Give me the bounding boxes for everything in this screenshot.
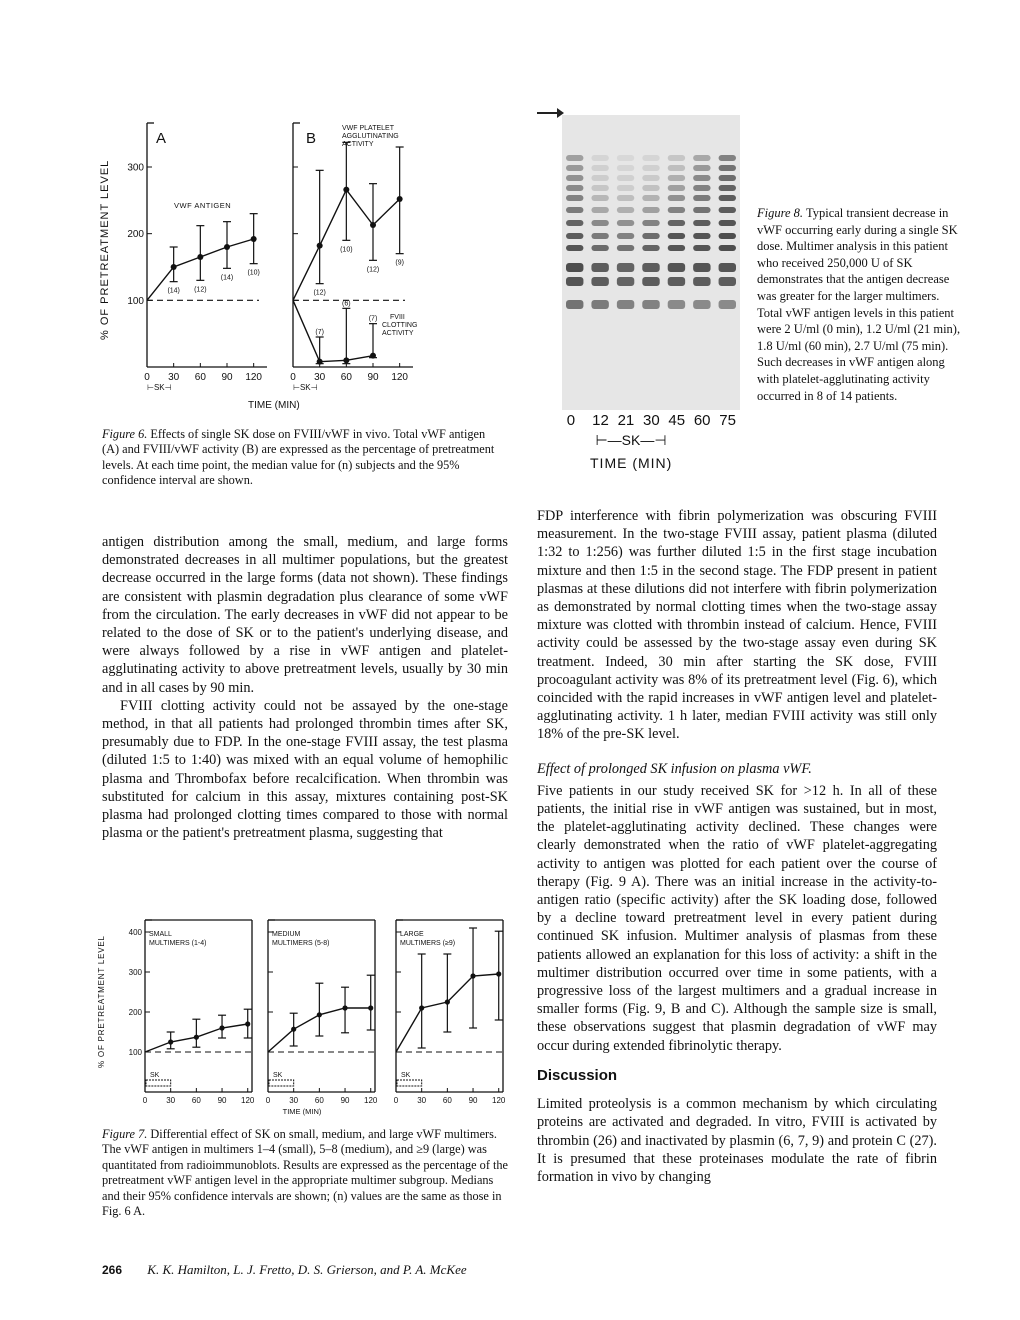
gel-band bbox=[668, 233, 685, 239]
data-point bbox=[224, 244, 230, 250]
figure-7-label: Figure 7. bbox=[102, 1127, 148, 1141]
data-point bbox=[445, 999, 450, 1004]
x-tick-label: 30 bbox=[166, 1096, 176, 1105]
gel-band bbox=[591, 263, 608, 272]
data-point bbox=[219, 1025, 224, 1030]
data-point bbox=[343, 187, 349, 193]
gel-band bbox=[591, 195, 608, 201]
sk-bracket-right: —⊣ bbox=[640, 432, 667, 448]
x-tick-label: 60 bbox=[442, 1096, 452, 1105]
n-label: (7) bbox=[368, 315, 378, 323]
x-tick-label: 120 bbox=[391, 372, 409, 383]
gel-band bbox=[591, 165, 608, 171]
gel-band bbox=[668, 165, 685, 171]
n-label: (12) bbox=[366, 266, 380, 274]
n-label: (10) bbox=[247, 269, 260, 277]
gel-band bbox=[566, 300, 583, 309]
section-heading: Effect of prolonged SK infusion on plasma vWF. bbox=[537, 760, 812, 777]
lane-label: 0 bbox=[566, 412, 576, 429]
y-tick-label: 100 bbox=[127, 295, 144, 307]
gel-band bbox=[591, 245, 608, 251]
data-point bbox=[419, 1005, 424, 1010]
y-tick-label: 200 bbox=[128, 1007, 142, 1017]
figure-7-caption bbox=[102, 1127, 508, 1219]
data-point bbox=[317, 1012, 322, 1017]
panel-b bbox=[290, 123, 417, 392]
x-tick-label: 120 bbox=[241, 1096, 255, 1105]
gel-band bbox=[566, 155, 583, 161]
gel-band bbox=[642, 185, 659, 191]
x-tick-label: 60 bbox=[194, 372, 206, 383]
y-tick-label: 400 bbox=[128, 927, 142, 937]
panel-label: B bbox=[306, 130, 317, 147]
gel-band bbox=[693, 165, 710, 171]
x-tick-label: 0 bbox=[393, 1096, 399, 1105]
gel-band bbox=[591, 175, 608, 181]
x-tick-label: 0 bbox=[265, 1096, 271, 1105]
x-tick-label: 90 bbox=[468, 1096, 478, 1105]
gel-band bbox=[719, 155, 736, 161]
series-label: AGGLUTINATING bbox=[342, 133, 399, 140]
n-label: (7) bbox=[315, 329, 324, 336]
y-tick-label: 300 bbox=[127, 162, 144, 174]
n-label: (14) bbox=[167, 287, 180, 295]
data-point bbox=[251, 236, 257, 242]
figure-6-chart bbox=[90, 110, 510, 410]
page-number: 266 bbox=[102, 1263, 123, 1277]
gel-band bbox=[693, 155, 710, 161]
discussion-heading: Discussion bbox=[537, 1066, 618, 1084]
lane-label: 30 bbox=[643, 412, 660, 429]
data-point bbox=[291, 1027, 296, 1032]
figure-8-label: Figure 8. bbox=[757, 206, 804, 220]
gel-band bbox=[693, 277, 710, 286]
figure-7-chart bbox=[90, 910, 515, 1120]
gel-band bbox=[719, 300, 736, 309]
x-tick-label: 30 bbox=[314, 372, 326, 383]
panel-label: MULTIMERS (≥9) bbox=[400, 940, 456, 947]
n-label: (9) bbox=[395, 259, 404, 267]
series-line bbox=[293, 300, 373, 361]
gel-band bbox=[591, 233, 608, 239]
gel-band bbox=[693, 245, 710, 251]
x-tick-label: 120 bbox=[245, 372, 263, 383]
right-column-text bbox=[537, 507, 937, 1186]
paragraph: FVIII clotting activity could not be assayed by the one-stage method, in that all patients had prolonged thrombin times after SK, presumably due to FDP. In the one-stage FVIII assay, the test plasma (diluted 1:5 to 1:40) was mixed with an equal volume of hemophilic plasma and Thrombofax before recalcification. When thrombin was substituted for calcium in this assay, mixtures containing post-SK plasma had prolonged clotting times compared to those with normal plasma or the patient's pretreatment plasma, suggesting that bbox=[102, 697, 508, 842]
gel-band bbox=[668, 207, 685, 213]
gel-band bbox=[719, 245, 736, 251]
x-tick-label: 30 bbox=[168, 372, 180, 383]
y-axis-label: % OF PRETREATMENT LEVEL bbox=[99, 159, 111, 340]
gel-band bbox=[566, 165, 583, 171]
panel-label: MULTIMERS (5-8) bbox=[272, 940, 330, 947]
series-label: ACTIVITY bbox=[342, 141, 374, 148]
sk-label: SK bbox=[401, 1072, 411, 1079]
y-tick-label: 300 bbox=[128, 967, 142, 977]
gel-band bbox=[642, 300, 659, 309]
gel-band bbox=[617, 263, 634, 272]
x-tick-label: 120 bbox=[492, 1096, 506, 1105]
data-point bbox=[370, 222, 376, 228]
page-footer bbox=[102, 1262, 522, 1278]
x-tick-label: 120 bbox=[364, 1096, 378, 1105]
sk-label: SK bbox=[273, 1072, 283, 1079]
data-point bbox=[342, 1005, 347, 1010]
gel-band bbox=[719, 165, 736, 171]
data-point bbox=[171, 264, 177, 270]
gel-band bbox=[566, 263, 583, 272]
gel-lane-labels bbox=[560, 412, 750, 432]
gel-band bbox=[693, 300, 710, 309]
lane-label: 21 bbox=[617, 412, 635, 429]
x-tick-label: 90 bbox=[217, 1096, 227, 1105]
gel-band bbox=[668, 185, 685, 191]
gel-band bbox=[617, 155, 634, 161]
sk-label: SK bbox=[621, 432, 641, 448]
data-point bbox=[317, 243, 323, 249]
gel-band bbox=[668, 175, 685, 181]
gel-band bbox=[617, 207, 634, 213]
x-tick-label: 30 bbox=[289, 1096, 299, 1105]
lane-label: 12 bbox=[592, 412, 609, 429]
y-axis-label: % OF PRETREATMENT LEVEL bbox=[97, 935, 106, 1068]
gel-band bbox=[719, 233, 736, 239]
panel-label: SMALL bbox=[149, 931, 172, 938]
panel-label: A bbox=[156, 130, 167, 147]
panel-label: MEDIUM bbox=[272, 931, 301, 938]
gel-band bbox=[642, 207, 659, 213]
gel-band bbox=[693, 233, 710, 239]
gel-band bbox=[617, 245, 634, 251]
gel-band bbox=[617, 175, 634, 181]
gel-band bbox=[668, 220, 685, 226]
x-tick-label: 90 bbox=[367, 372, 379, 383]
data-point bbox=[197, 254, 203, 260]
sk-label: SK bbox=[150, 1072, 160, 1079]
n-label: (12) bbox=[313, 289, 326, 297]
lane-label: 60 bbox=[693, 412, 711, 429]
y-tick-label: 100 bbox=[128, 1047, 142, 1057]
panel-small-multimers bbox=[129, 920, 255, 1105]
gel-band bbox=[591, 207, 608, 213]
gel-band bbox=[668, 300, 685, 309]
paragraph: FDP interference with fibrin polymerization was obscuring FVIII measurement. In the two-stage FVIII assay, patient plasma (diluted 1:32 to 1:256) was further diluted 1:5 in the first stage incubation mixture and then 1:5 in the second stage. The FDP present in patient plasmas at these dilutions did not interfere with fibrin polymerization as demonstrated by normal clotting times when the two-stage assay mixture was clotted with thrombin instead of calcium. Hence, FVIII activity could be assessed by the two-stage assay even during SK treatment. Indeed, 30 min after starting the SK dose, FVIII procoagulant activity was 8% of its pretreatment level (Fig. 6), which coincided with the rapid increases in vWF antigen level and platelet-agglutinating activity. 1 h later, median FVIII activity was still only 18% of the pre-SK level. bbox=[537, 508, 937, 743]
x-tick-label: 60 bbox=[191, 1096, 201, 1105]
gel-band bbox=[642, 277, 659, 286]
gel-band bbox=[617, 195, 634, 201]
x-tick-label: 0 bbox=[290, 372, 296, 383]
gel-band bbox=[693, 207, 710, 213]
gel-band bbox=[719, 195, 736, 201]
gel-band bbox=[642, 233, 659, 239]
x-tick-label: 0 bbox=[142, 1096, 148, 1105]
n-label: (6) bbox=[342, 300, 351, 308]
data-point bbox=[368, 1005, 373, 1010]
sk-infusion-bar bbox=[269, 1080, 294, 1086]
x-tick-label: 0 bbox=[144, 372, 150, 383]
panel-a bbox=[127, 123, 267, 392]
gel-band bbox=[617, 300, 634, 309]
gel-band bbox=[719, 263, 736, 272]
gel-band bbox=[617, 220, 634, 226]
panel-large-multimers bbox=[394, 920, 506, 1105]
paragraph: Five patients in our study received SK for >12 h. In all of these patients, the initial rise in vWF antigen was sustained, but in most, the platelet-agglutinating activity declined. These changes were clearly demonstrated when the ratio of vWF platelet-aggregating activity to antigen was plotted for each patient over the course of therapy (Fig. 9 A). There was an initial increase in the activity-to-antigen ratio (specific activity) after the SK loading dose, followed by a decline toward pretreatment level in every patient during continued SK infusion. Multimer analysis of plasmas from these patients allowed an explanation for this loss of activity: a shift in the multimer distribution occurred over time in some patients, with a progressive loss of the largest multimers and a gradual increase in smaller forms (Fig. 9, B and C). Although the sample size is small, these observations suggest that plasmin degradation of vWF may occur during extended fibrinolytic therapy. bbox=[537, 782, 937, 1054]
sk-bracket-left: ⊢— bbox=[595, 432, 622, 448]
gel-band bbox=[668, 245, 685, 251]
gel-band bbox=[642, 165, 659, 171]
gel-band bbox=[719, 185, 736, 191]
gel-band bbox=[668, 277, 685, 286]
gel-band bbox=[566, 185, 583, 191]
gel-band bbox=[693, 263, 710, 272]
gel-band bbox=[719, 175, 736, 181]
series-label: ACTIVITY bbox=[382, 330, 414, 337]
gel-band bbox=[693, 195, 710, 201]
gel-band bbox=[617, 277, 634, 286]
gel-band bbox=[566, 245, 583, 251]
series-label: CLOTTING bbox=[382, 322, 418, 329]
figure-8-caption bbox=[757, 205, 962, 404]
gel-band bbox=[617, 165, 634, 171]
gel-band bbox=[668, 155, 685, 161]
paragraph: antigen distribution among the small, medium, and large forms demonstrated decreases in all multimer populations, but the greatest decrease occurred in the large forms (data not shown). These findings are consistent with plasmin degradation plus clearance of some vWF from the circulation. The early decreases in vWF did not appear to be related to the dose of SK or to the patient's underlying disease, and were always followed by a rise in vWF antigen and platelet-agglutinating activity to above pretreatment levels, usually by 30 min and in all cases by 90 min. bbox=[102, 534, 508, 696]
figure-6-label: Figure 6. bbox=[102, 427, 148, 441]
gel-band bbox=[693, 220, 710, 226]
x-tick-label: 90 bbox=[221, 372, 233, 383]
gel-band bbox=[566, 175, 583, 181]
gel-band bbox=[642, 175, 659, 181]
data-point bbox=[343, 357, 349, 363]
gel-band bbox=[668, 263, 685, 272]
n-label: (10) bbox=[340, 246, 353, 254]
gel-band bbox=[617, 185, 634, 191]
data-point bbox=[496, 971, 501, 976]
panel-medium-multimers bbox=[266, 920, 378, 1105]
gel-band bbox=[566, 207, 583, 213]
figure-7-caption-text: Differential effect of SK on small, medium, and large vWF multimers. The vWF antigen in multimers 1–4 (small), 5–8 (medium), and ≥9 (large) was quantitated from radioimmunoblots. Results are expressed as the percentage of the pretreatment vWF antigen level in the appropriate multimer subgroup. Medians and their 95% confidence intervals are shown; (n) values are the same as those in Fig. 6 A. bbox=[102, 1127, 509, 1219]
data-point bbox=[245, 1021, 250, 1026]
figure-8-caption-text: Typical transient decrease in vWF occurring early during a single SK dose. Multimer analysis in this patient who received 250,000 U of SK demonstrates that the antigen decrease was greater for the larger multimers. Total vWF antigen levels in this patient were 2 U/ml (0 min), 1.2 U/ml (21 min), 1.8 U/ml (60 min), 2.7 U/ml (75 min). Such decreases in vWF antigen along with platelet-agglutinating activity occurred in 8 of 14 patients. bbox=[757, 206, 961, 403]
series-annotation: VWF ANTIGEN bbox=[174, 201, 232, 210]
x-axis-label: TIME (MIN) bbox=[282, 1107, 322, 1116]
sk-range-marker: ⊢SK⊣ bbox=[293, 383, 318, 392]
gel-time-label: TIME (MIN) bbox=[590, 455, 673, 471]
gel-band bbox=[668, 195, 685, 201]
gel-band bbox=[566, 277, 583, 286]
multimer-gel-image bbox=[562, 115, 740, 410]
gel-band bbox=[719, 220, 736, 226]
panel-label: MULTIMERS (1-4) bbox=[149, 940, 207, 947]
panel-label: LARGE bbox=[400, 931, 424, 938]
lane-label: 75 bbox=[719, 412, 736, 429]
gel-band bbox=[693, 185, 710, 191]
gel-band bbox=[591, 155, 608, 161]
x-tick-label: 60 bbox=[314, 1096, 324, 1105]
gel-band bbox=[719, 207, 736, 213]
lane-label: 45 bbox=[668, 412, 686, 429]
n-label: (14) bbox=[220, 274, 234, 282]
sk-range-marker: ⊢SK⊣ bbox=[147, 383, 172, 392]
gel-band bbox=[591, 220, 608, 226]
figure-6-caption-text: Effects of single SK dose on FVIII/vWF in vivo. Total vWF antigen (A) and FVIII/vWF activity (B) are expressed as the percentage of pretreatment levels. At each time point, the median value for (n) subjects and the 95% confidence interval are shown. bbox=[102, 427, 495, 488]
author-line: K. K. Hamilton, L. J. Fretto, D. S. Grierson, and P. A. McKee bbox=[147, 1262, 467, 1277]
left-column-text bbox=[102, 533, 508, 842]
n-label: (12) bbox=[194, 286, 207, 294]
gel-band bbox=[591, 185, 608, 191]
y-tick-label: 200 bbox=[127, 229, 144, 241]
x-tick-label: 30 bbox=[417, 1096, 427, 1105]
gel-band bbox=[642, 263, 659, 272]
sk-infusion-bar bbox=[146, 1080, 171, 1086]
gel-band bbox=[591, 277, 608, 286]
gel-band bbox=[566, 195, 583, 201]
gel-band bbox=[617, 233, 634, 239]
gel-band bbox=[642, 220, 659, 226]
x-tick-label: 90 bbox=[340, 1096, 350, 1105]
sk-infusion-bar bbox=[397, 1080, 422, 1086]
x-tick-label: 60 bbox=[340, 372, 352, 383]
gel-band bbox=[693, 175, 710, 181]
series-label: FVIII bbox=[390, 314, 405, 321]
gel-band bbox=[566, 233, 583, 239]
data-point bbox=[168, 1039, 173, 1044]
x-axis-label: TIME (MIN) bbox=[248, 400, 300, 410]
series-label: VWF PLATELET bbox=[342, 125, 394, 132]
gel-sk-range bbox=[581, 432, 681, 449]
data-point bbox=[397, 196, 403, 202]
figure-6-caption bbox=[102, 427, 497, 489]
gel-band bbox=[591, 300, 608, 309]
data-point bbox=[194, 1035, 199, 1040]
data-point bbox=[317, 359, 323, 365]
data-point bbox=[370, 353, 376, 359]
paragraph: Limited proteolysis is a common mechanism by which circulating proteins are activated and degraded. In vitro, FVIII is activated by thrombin (26) and inactivated by plasmin (6, 7, 9) and protein C (27). It is presumed that these proteinases modulate the rate of fibrin formation in vivo by changing bbox=[537, 1096, 937, 1185]
gel-band bbox=[642, 245, 659, 251]
gel-band bbox=[719, 277, 736, 286]
gel-band bbox=[642, 155, 659, 161]
gel-band bbox=[566, 220, 583, 226]
data-point bbox=[470, 973, 475, 978]
gel-band bbox=[642, 195, 659, 201]
